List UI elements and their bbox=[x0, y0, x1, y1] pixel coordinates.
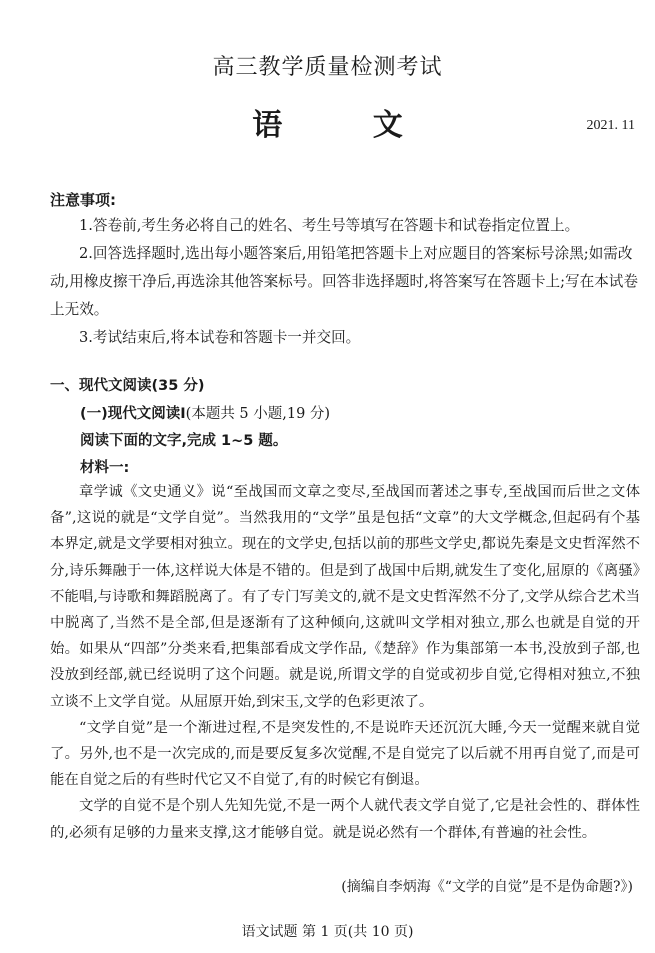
notice-item-1: 1.答卷前,考生务必将自己的姓名、考生号等填写在答题卡和试卷指定位置上。 bbox=[79, 217, 580, 234]
subsection-heading bbox=[80, 402, 330, 423]
material-label: 材料一: bbox=[80, 460, 130, 476]
subsection-note: (本题共 5 小题,19 分) bbox=[185, 406, 331, 422]
notice-item-3: 3.考试结束后,将本试卷和答题卡一并交回。 bbox=[79, 329, 361, 346]
subject-title: 语 文 bbox=[252, 108, 443, 143]
notice-item-2: 2.回答选择题时,选出每小题答案后,用铅笔把答题卡上对应题目的答案标号涂黑;如需改动,用橡皮擦干净后,再选涂其他答案标号。回答非选择题时,将答案写在答题卡上;写在本试卷上无效。 bbox=[50, 245, 638, 318]
exam-date: 2021. 11 bbox=[586, 118, 635, 133]
reading-instruction: 阅读下面的文字,完成 1~5 题。 bbox=[80, 433, 288, 449]
paragraph-2: “文学自觉”是一个渐进过程,不是突发性的,不是说昨天还沉沉大睡,今天一觉醒来就自觉了。另外,也不是一次完成的,而是要反复多次觉醒,不是自觉完了以后就不用再自觉了,而是可能在自觉之后的有些时代它又不自觉了,有的时候它有倒退。 bbox=[50, 719, 640, 789]
subsection-title: (一)现代文阅读Ⅰ bbox=[80, 406, 186, 422]
paragraph-3: 文学的自觉不是个别人先知先觉,不是一两个人就代表文学自觉了,它是社会性的、群体性的,必须有足够的力量来支撑,这才能够自觉。就是说必然有一个群体,有普遍的社会性。 bbox=[50, 798, 640, 841]
exam-title: 高三教学质量检测考试 bbox=[212, 55, 443, 80]
page-footer: 语文试题 第 1 页(共 10 页) bbox=[241, 924, 414, 940]
section-heading: 一、现代文阅读(35 分) bbox=[50, 378, 205, 394]
source-citation: (摘编自李炳海《“文学的自觉”是不是伪命题?》) bbox=[341, 879, 633, 895]
paragraph-1: 章学诚《文史通义》说“至战国而文章之变尽,至战国而著述之事专,至战国而后世之文体备”,这说的就是“文学自觉”。当然我用的“文学”虽是包括“文章”的大文学概念,但起码有个基本界定,就是文学要相对独立。现在的文学史,包括以前的那些文学史,都说先秦是文史哲浑然不分,诗乐舞融于一体,这样说大体是不错的。但是到了战国中后期,就发生了变化,屈原的《离骚》不能唱,与诗歌和舞蹈脱离了。有了专门写美文的,就不是文史哲浑然不分了,文学从综合艺术当中脱离了,当然不是全部,但是逐渐有了这种倾向,这就叫文学相对独立,那么也就是自觉的开始。如果从“四部”分类来看,把集部看成文学作品,《楚辞》作为集部第一本书,没放到子部,也没放到经部,就已经说明了这个问题。就是说,所谓文学的自觉或初步自觉,它得相对独立,不独立谈不上文学自觉。从屈原开始,到宋玉,文学的色彩更浓了。 bbox=[50, 484, 640, 710]
material-text bbox=[50, 479, 640, 846]
notice-heading: 注意事项: bbox=[50, 191, 116, 209]
notice-list bbox=[50, 212, 640, 352]
